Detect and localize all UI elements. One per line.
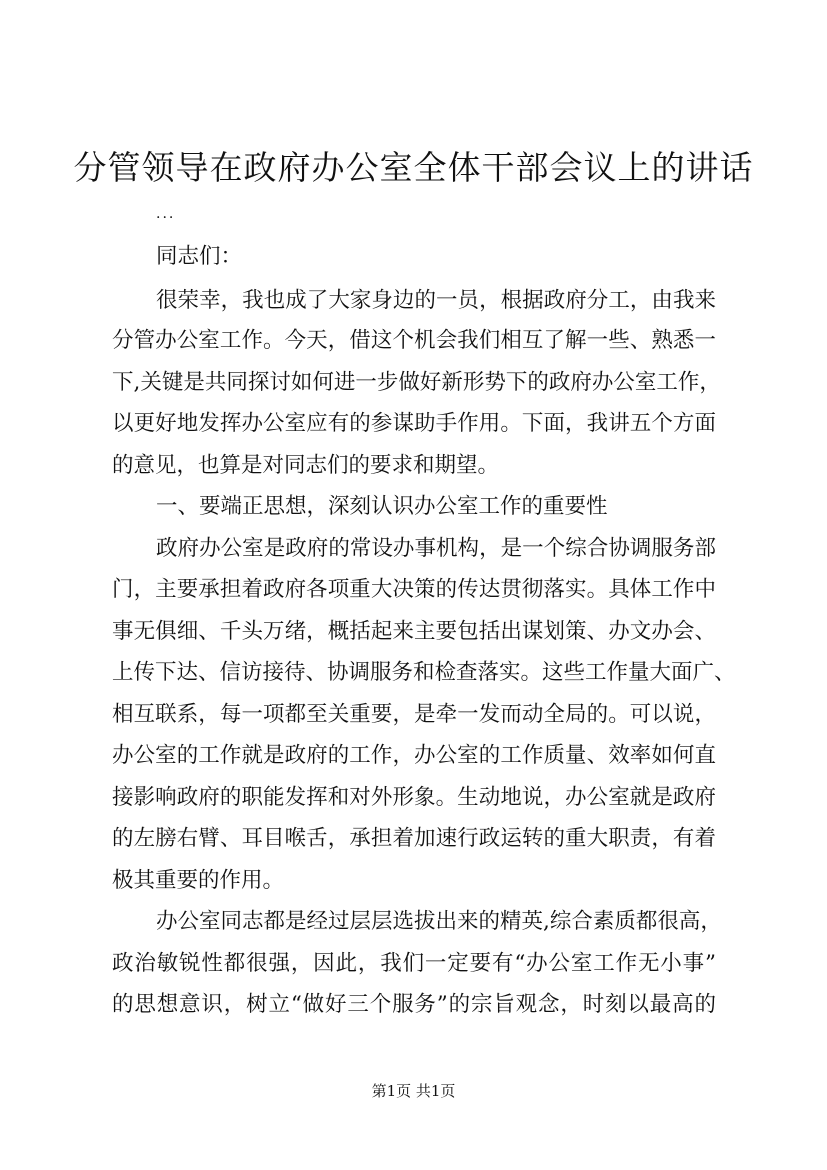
paragraph-line: 门，主要承担着政府各项重大决策的传达贯彻落实。具体工作中 (112, 577, 716, 602)
ellipsis-marker: ... (156, 206, 176, 222)
page-footer: 第1页 共1页 (371, 1082, 456, 1100)
section-heading: 一、要端正思想，深刻认识办公室工作的重要性 (156, 494, 608, 519)
paragraph-line: 的意见，也算是对同志们的要求和期望。 (112, 453, 500, 478)
paragraph-line: 政治敏锐性都很强，因此，我们一定要有“办公室工作无小事” (112, 951, 716, 976)
paragraph-line: 很荣幸，我也成了大家身边的一员，根据政府分工，由我来 (156, 288, 716, 313)
paragraph-line: 分管办公室工作。今天，借这个机会我们相互了解一些、熟悉一 (112, 328, 716, 353)
paragraph-line: 的左膀右臂、耳目喉舌，承担着加速行政运转的重大职责，有着 (112, 826, 716, 851)
paragraph-line: 政府办公室是政府的常设办事机构，是一个综合协调服务部 (156, 536, 716, 561)
paragraph-line: 上传下达、信访接待、协调服务和检查落实。这些工作量大面广、 (112, 660, 736, 685)
paragraph-line: 极其重要的作用。 (112, 868, 285, 893)
paragraph-line: 相互联系，每一项都至关重要，是牵一发而动全局的。可以说， (112, 702, 716, 727)
paragraph-line: 接影响政府的职能发挥和对外形象。生动地说，办公室就是政府 (112, 785, 716, 810)
paragraph-line: 办公室的工作就是政府的工作，办公室的工作质量、效率如何直 (112, 743, 716, 768)
paragraph-line: 事无俱细、千头万绪，概括起来主要包括出谋划策、办文办会、 (112, 619, 716, 644)
paragraph-line: 办公室同志都是经过层层选拔出来的精英,综合素质都很高， (156, 909, 722, 934)
paragraph-line: 以更好地发挥办公室应有的参谋助手作用。下面，我讲五个方面 (112, 411, 716, 436)
salutation: 同志们： (156, 244, 243, 269)
document-title: 分管领导在政府办公室全体干部会议上的讲话 (73, 148, 754, 187)
paragraph-line: 下,关键是共同探讨如何进一步做好新形势下的政府办公室工作， (112, 370, 721, 395)
paragraph-line: 的思想意识，树立“做好三个服务”的宗旨观念，时刻以最高的 (112, 992, 716, 1017)
